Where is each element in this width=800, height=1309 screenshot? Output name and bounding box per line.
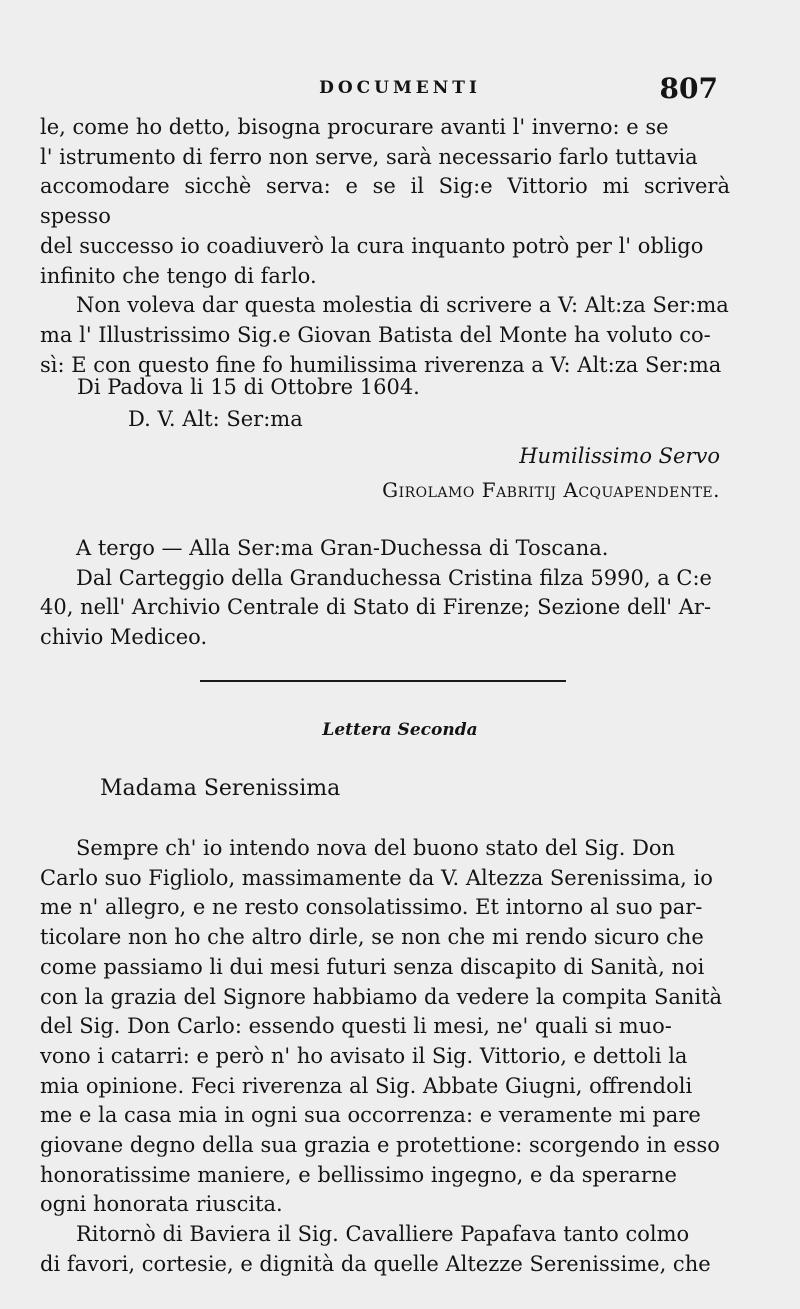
letter1-paragraph-1 <box>40 113 730 291</box>
letter2-p1-line: mia opinione. Feci riverenza al Sig. Abbate Giugni, offrendoli <box>40 1073 693 1098</box>
letter2-p2-line: Ritornò di Baviera il Sig. Cavalliere Papafava tanto colmo <box>76 1222 690 1247</box>
letter2-paragraph-2 <box>40 1220 730 1279</box>
archival-note <box>40 534 730 653</box>
letter2-p1-line: del Sig. Don Carlo: essendo questi li mesi, ne' quali si muo- <box>40 1014 672 1039</box>
letter2-p1-line: Carlo suo Figliolo, massimamente da V. Altezza Serenissima, io <box>40 865 713 890</box>
letter2-p1-line: come passiamo li dui mesi futuri senza discapito di Sanità, noi <box>40 954 705 979</box>
letter1-p1-line: del successo io coadiuverò la cura inquanto potrò per l' obligo <box>40 233 704 258</box>
letter2-p1-line: me n' allegro, e ne resto consolatissimo. Et intorno al suo par- <box>40 895 703 920</box>
letter1-p2-line: sì: E con questo fine fo humilissima riverenza a V: Alt:za Ser:ma <box>40 352 722 377</box>
page-header <box>0 72 800 112</box>
note-line: chivio Mediceo. <box>40 625 208 650</box>
letter1-p2-line: ma l' Illustrissimo Sig.e Giovan Batista del Monte ha voluto co- <box>40 322 711 347</box>
page-number: 807 <box>659 72 718 105</box>
letter2-p1-line: giovane degno della sua grazia e protettione: scorgendo in esso <box>40 1133 720 1158</box>
letter2-p1-line: ticolare non ho che altro dirle, se non che mi rendo sicuro che <box>40 925 704 950</box>
letter1-paragraph-2 <box>40 291 730 380</box>
letter1-p1-line: accomodare sicchè serva: e se il Sig:e Vittorio mi scriverà spesso <box>40 174 730 229</box>
letter2-p1-line: me e la casa mia in ogni sua occorrenza: e veramente mi pare <box>40 1103 701 1128</box>
salutation: Madama Serenissima <box>100 776 341 801</box>
address-line: D. V. Alt: Ser:ma <box>128 407 303 431</box>
letter2-p2-line: di favori, cortesie, e dignità da quelle Altezze Serenissime, che <box>40 1251 711 1276</box>
note-a-tergo: A tergo — Alla Ser:ma Gran-Duchessa di Toscana. <box>76 536 609 560</box>
signer-name: Girolamo Fabritij Acquapendente. <box>382 478 720 502</box>
section-divider <box>200 680 566 682</box>
note-line: Dal Carteggio della Granduchessa Cristina filza 5990, a C:e <box>76 565 712 590</box>
closing-formula: Humilissimo Servo <box>519 444 720 468</box>
letter1-body <box>40 113 730 380</box>
letter2-p1-line: ogni honorata riuscita. <box>40 1192 283 1217</box>
note-line: 40, nell' Archivio Centrale di Stato di Firenze; Sezione dell' Ar- <box>40 595 712 620</box>
date-line: Di Padova li 15 di Ottobre 1604. <box>77 375 420 399</box>
letter1-p1-line: l' istrumento di ferro non serve, sarà necessario farlo tuttavia <box>40 144 698 169</box>
section-heading: Lettera Seconda <box>322 720 478 740</box>
letter1-p2-line: Non voleva dar questa molestia di scrivere a V: Alt:za Ser:ma <box>76 293 729 318</box>
letter2-p1-line: Sempre ch' io intendo nova del buono stato del Sig. Don <box>76 836 676 860</box>
letter2-p1-line: con la grazia del Signore habbiamo da vedere la compita Sanità <box>40 984 723 1009</box>
letter2-p1-line: vono i catarri: e però n' ho avisato il Sig. Vittorio, e dettoli la <box>40 1043 688 1068</box>
letter1-p1-line: le, come ho detto, bisogna procurare avanti l' inverno: e se <box>40 115 669 139</box>
note-source <box>40 564 730 653</box>
letter2-p1-line: honoratissime maniere, e bellissimo ingegno, e da sperarne <box>40 1162 677 1187</box>
letter2-body <box>40 834 730 1280</box>
letter2-paragraph-1 <box>40 834 730 1220</box>
running-title: DOCUMENTI <box>319 78 481 98</box>
letter1-p1-line: infinito che tengo di farlo. <box>40 263 317 288</box>
